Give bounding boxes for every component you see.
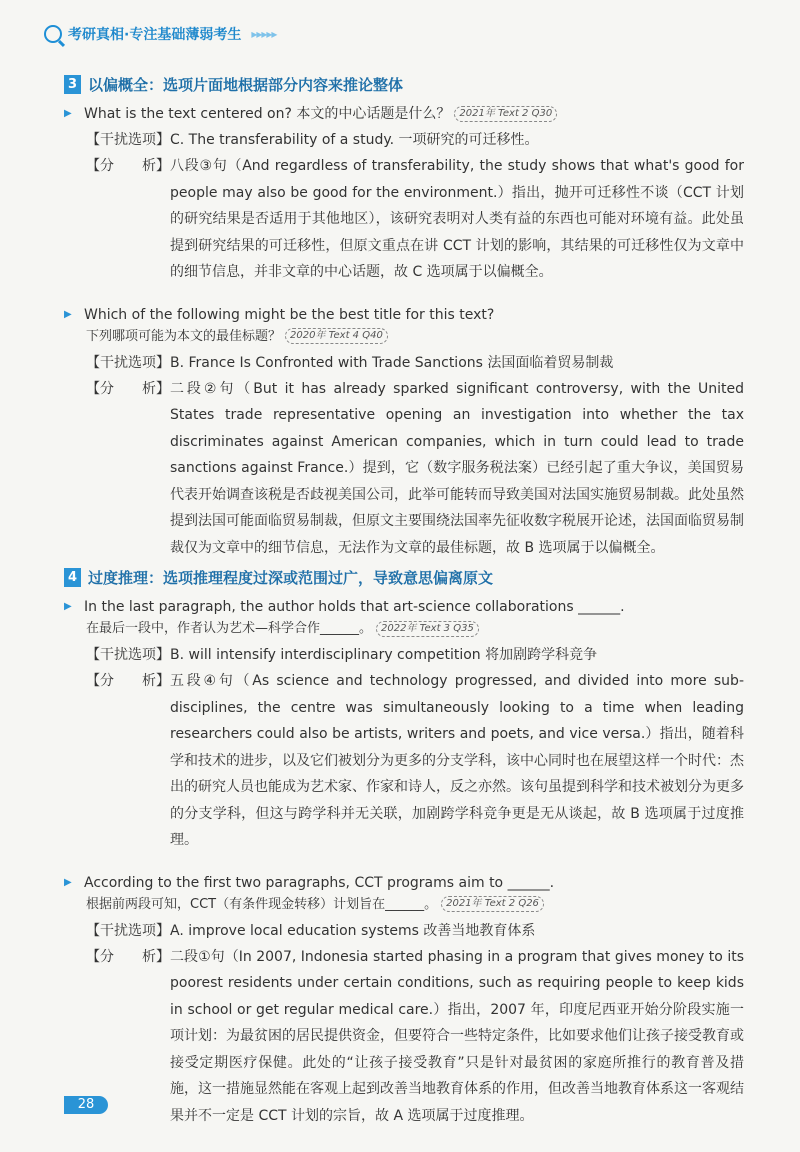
analysis-label: 【分 析】 (86, 380, 170, 397)
analysis-text: 二段①句（In 2007, Indonesia started phasing in a program that gives money to its poorest residents under certain conditions, such as requiring people to keep kids in school or get regular medical care.）指出，2007 年，印度尼西亚开始分阶段实施一项计划：为最贫困的居民提供资金，但要符合一些特定条件，比如要求他们让孩子接受教育或接受定期医疗保健。此处的“让孩子接受教育”只是针对最贫困的家庭所推行的教育普及措施，这一措施显然能在客观上起到改善当地教育体系的作用，但改善当地教育体系这一客观结果并不一定是 CCT 计划的宗旨，故 A 选项属于过度推理。 (170, 948, 744, 1124)
analysis-label: 【分 析】 (86, 948, 170, 965)
page-number (64, 1096, 108, 1114)
brand-title: 考研真相·专注基础薄弱考生 (68, 27, 242, 43)
page-header (44, 24, 276, 44)
source-tag: 2021年 Text 2 Q26 (441, 896, 544, 912)
search-logo-icon (44, 25, 62, 43)
distractor-label: 【干扰选项】 (86, 354, 170, 371)
distractor-text: C. The transferability of a study. 一项研究的可迁移性。 (170, 132, 539, 148)
triangle-bullet-icon: ▶ (64, 601, 72, 612)
analysis-text: 五段④句（As science and technology progressed, and divided into more sub-disciplines, the centre was simultaneously looking to a time when leading researchers could also be artists, writers and poets, and vice versa.）指出，随着科学和技术的进步，以及它们被划分为更多的分支学科，该中心同时也在展望这样一个时代：杰出的研究人员也能成为艺术家、作家和诗人，反之亦然。该句虽提到科学和技术被划分为更多的分支学科，但这与跨学科并无关联，加剧跨学科竞争更是无从谈起，故 B 选项属于过度推理。 (170, 673, 744, 848)
distractor-text: B. will intensify interdisciplinary competition 将加剧跨学科竞争 (170, 647, 598, 663)
question-text: In the last paragraph, the author holds that art-science collaborations ______. (84, 599, 625, 615)
source-tag: 2021年 Text 2 Q30 (454, 106, 557, 122)
question-cn: 下列哪项可能为本文的最佳标题？ (86, 328, 282, 344)
distractor-text: A. improve local education systems 改善当地教育体系 (170, 922, 536, 939)
section-title: 以偏概全：选项片面地根据部分内容来推论整体 (88, 76, 404, 94)
question-text: According to the first two paragraphs, CCT programs aim to ______. (84, 874, 555, 891)
analysis-label: 【分 析】 (86, 158, 170, 174)
source-tag: 2022年 Text 3 Q35 (376, 621, 479, 637)
triangle-bullet-icon: ▶ (64, 308, 72, 320)
distractor-text: B. France Is Confronted with Trade Sanctions 法国面临着贸易制裁 (170, 354, 614, 371)
section-header (64, 567, 744, 588)
analysis-text: 八段③句（And regardless of transferability, the study shows that what's good for people may also be good for the environment.）指出，抛开可迁移性不谈（CCT 计划的研究结果是否适用于其他地区），该研究表明对人类有益的东西也可能对环境有益。此处虽提到研究结果的可迁移性，但原文重点在讲 CCT 计划的影响，其结果的可迁移性仅为文章中的细节信息，并非文章的中心话题，故 C 选项属于以偏概全。 (170, 158, 744, 280)
triangle-bullet-icon: ▶ (64, 876, 72, 888)
question-text: What is the text centered on? 本文的中心话题是什么？ (84, 106, 451, 122)
section-header (64, 74, 744, 95)
question-text: Which of the following might be the best title for this text? (84, 306, 495, 323)
distractor-label: 【干扰选项】 (86, 922, 170, 939)
question-cn: 根据前两段可知，CCT（有条件现金转移）计划旨在______。 (86, 896, 438, 912)
question-block (64, 872, 744, 1130)
triangle-bullet-icon: ▶ (64, 108, 72, 119)
source-tag: 2020年 Text 4 Q40 (285, 328, 388, 344)
section-title: 过度推理：选项推理程度过深或范围过广，导致意思偏离原文 (88, 569, 494, 587)
page-content (64, 74, 744, 1129)
question-block (64, 103, 744, 286)
section-number: 4 (64, 568, 81, 587)
page-number-text: 28 (77, 1097, 95, 1112)
analysis-label: 【分 析】 (86, 673, 170, 689)
question-block (64, 304, 744, 562)
distractor-label: 【干扰选项】 (86, 647, 170, 663)
section-number: 3 (64, 75, 81, 94)
question-block (64, 596, 744, 854)
analysis-text: 二段②句（But it has already sparked significant controversy, with the United States trade representative opening an investigation into whether the tax discriminates against American companies, which in turn could lead to trade sanctions against France.）提到，它（数字服务税法案）已经引起了重大争议，美国贸易代表开始调查该税是否歧视美国公司，此举可能转而导致美国对法国实施贸易制裁。此处虽然提到法国可能面临贸易制裁，但原文主要围绕法国率先征收数字税展开论述，法国面临贸易制裁仅为文章中的细节信息，无法作为文章的最佳标题，故 B 选项属于以偏概全。 (170, 380, 744, 556)
distractor-label: 【干扰选项】 (86, 132, 170, 148)
question-cn: 在最后一段中，作者认为艺术—科学合作______。 (86, 621, 373, 636)
arrows-decoration: ▸▸▸▸▸ (251, 27, 277, 41)
